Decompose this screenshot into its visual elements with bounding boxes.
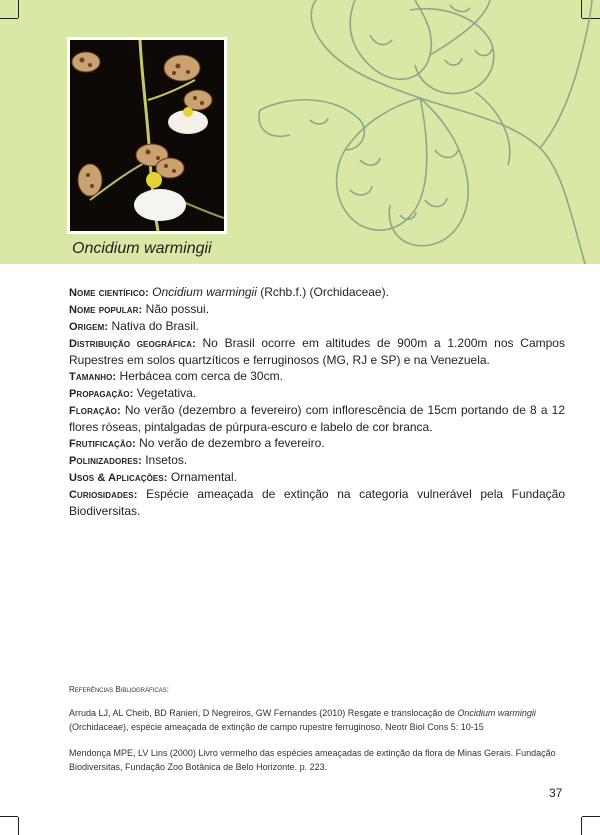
- field-value: Espécie ameaçada de extinção na categoria vulnerável pela Fundação Biodiversitas.: [69, 487, 565, 518]
- page-number: 37: [549, 786, 563, 800]
- reference-text: Arruda LJ, AL Cheib, BD Ranieri, D Negreiros, GW Fernandes (2010) Resgate e translocação de: [69, 708, 458, 718]
- field-value: Herbácea com cerca de 30cm.: [119, 369, 283, 383]
- field-value: No verão de dezembro a fevereiro.: [139, 436, 325, 450]
- species-title: Oncidium warmingii: [72, 240, 212, 257]
- reference-item: [69, 746, 569, 774]
- field-label: Frutificação:: [69, 438, 136, 450]
- field-uses: [69, 469, 565, 486]
- field-value: (Rchb.f.) (Orchidaceae).: [256, 285, 389, 299]
- field-label: Floração:: [69, 405, 121, 417]
- field-label: Origem:: [69, 321, 109, 333]
- field-label: Tamanho:: [69, 371, 117, 383]
- orchid-line-art: [250, 0, 600, 264]
- field-flowering: [69, 402, 565, 435]
- reference-text: (Orchidaceae), espécie ameaçada de extinção de campo rupestre ferruginoso. Neotr Biol Cons 5: 10-15: [69, 722, 484, 732]
- reference-item: [69, 706, 569, 734]
- field-label: Curiosidades:: [69, 489, 138, 501]
- field-value: No Brasil ocorre em altitudes de 900m a 1.200m nos Campos Rupestres em solos quartzíticos e ferruginosos (MG, RJ e SP) e na Venezuela.: [69, 336, 565, 367]
- field-value-italic: Oncidium warmingii: [152, 285, 257, 299]
- field-value: No verão (dezembro a fevereiro) com inflorescência de 15cm portando de 8 a 12 flores róseas, pintalgadas de púrpura-escuro e labelo de cor branca.: [69, 403, 566, 434]
- field-fruiting: [69, 435, 565, 452]
- photo-frame: [67, 37, 227, 234]
- crop-mark-top-left: [18, 0, 19, 18]
- field-popular-name: [69, 301, 565, 318]
- field-scientific-name: [69, 284, 565, 301]
- crop-mark-top-left: [0, 18, 18, 19]
- field-value: Nativa do Brasil.: [111, 319, 199, 333]
- field-label: Distribuição geográfica:: [69, 338, 196, 350]
- field-label: Usos & Aplicações:: [69, 472, 168, 484]
- crop-mark-bottom-right: [581, 817, 582, 835]
- field-label: Polinizadores:: [69, 455, 142, 467]
- references-section: [69, 683, 569, 786]
- field-value: Ornamental.: [170, 470, 237, 484]
- orchid-photo: [70, 40, 224, 231]
- field-value: Não possui.: [145, 302, 210, 316]
- reference-italic: Oncidium warmingii: [457, 708, 536, 718]
- field-pollinators: [69, 452, 565, 469]
- references-heading: Referências Bibliográficas:: [69, 685, 169, 694]
- field-value: Insetos.: [145, 453, 188, 467]
- field-label: Nome popular:: [69, 304, 143, 316]
- field-size: [69, 368, 565, 385]
- crop-mark-bottom-right: [582, 816, 600, 817]
- field-propagation: [69, 385, 565, 402]
- reference-text: Mendonça MPE, LV Lins (2000) Livro vermelho das espécies ameaçadas de extinção da flora de Minas Gerais. Fundação Biodiversitas, Fundação Zoo Botânica de Belo Horizonte. p. 223.: [69, 748, 556, 772]
- field-origin: [69, 318, 565, 335]
- field-label: Nome científico:: [69, 287, 149, 299]
- species-info: [69, 284, 565, 519]
- field-value: Vegetativa.: [136, 386, 197, 400]
- field-curiosities: [69, 486, 565, 519]
- crop-mark-bottom-left: [0, 816, 18, 817]
- field-distribution: [69, 335, 565, 368]
- field-label: Propagação:: [69, 388, 134, 400]
- crop-mark-bottom-left: [18, 817, 19, 835]
